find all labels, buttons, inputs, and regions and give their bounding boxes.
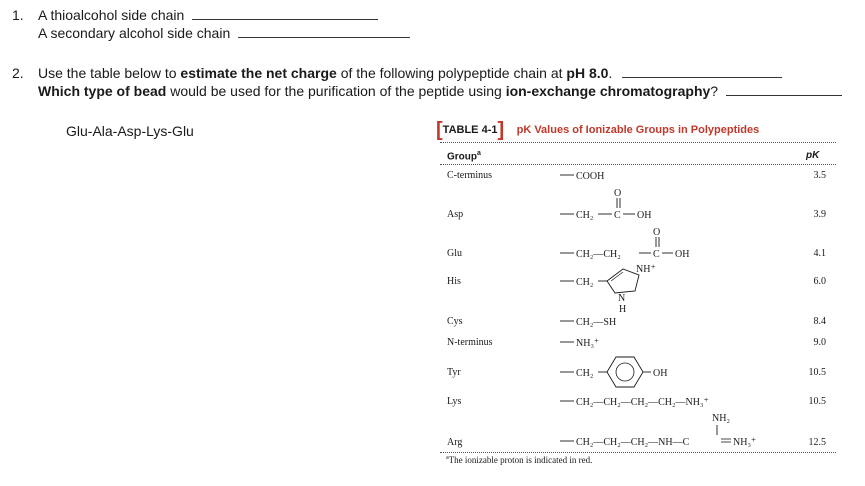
- q2-text: Use the table below to: [38, 65, 181, 81]
- formula-glu-chain: CH₂—CH₂: [576, 249, 621, 260]
- question-1-line-2: [38, 24, 410, 42]
- formula-his-nh-plus: NH⁺: [636, 264, 656, 275]
- formula-arg-end: NH₃⁺: [733, 437, 757, 448]
- group-glu: Glu: [447, 248, 462, 259]
- formula-his-ch2: CH₂: [576, 277, 594, 288]
- formula-asp-ch2: CH₂: [576, 210, 594, 221]
- structures-figure: [555, 165, 785, 455]
- answer-blank-thioalcohol[interactable]: [192, 6, 378, 20]
- formula-asp-oh: OH: [637, 210, 652, 221]
- pk-glu: 4.1: [813, 248, 826, 259]
- benzene-ring-icon: [607, 357, 643, 387]
- q2-text: of the following polypeptide chain at: [336, 65, 567, 81]
- q2-bold-ion-exchange: ion-exchange chromatography: [505, 83, 711, 99]
- q2-text: would be used for the purification of the peptide using: [166, 83, 506, 99]
- pk-asp: 3.9: [813, 209, 826, 220]
- formula-cys: CH₂—SH: [576, 317, 617, 328]
- table-top-rule: [440, 142, 836, 143]
- secondary-alcohol-label: A secondary alcohol side chain: [38, 25, 231, 41]
- formula-glu-c: C: [653, 249, 660, 260]
- q2-text: .: [608, 65, 613, 81]
- footnote-text: The ionizable proton is indicated in red.: [448, 455, 593, 465]
- table-bracket-left: [: [436, 119, 443, 141]
- formula-n-terminus: NH₃⁺: [576, 338, 600, 349]
- table-bracket-right: ]: [497, 119, 505, 141]
- q2-bold-net-charge: estimate the net charge: [180, 65, 337, 81]
- formula-his-h: H: [619, 304, 627, 315]
- q2-text: ?: [710, 83, 719, 99]
- formula-asp-o: O: [614, 188, 622, 199]
- question-1-number: 1.: [12, 7, 24, 23]
- formula-his-n: N: [618, 293, 626, 304]
- table-label: TABLE 4-1: [442, 124, 498, 136]
- question-1-line-1: [38, 6, 378, 24]
- q2-bold-bead: Which type of bead: [38, 83, 167, 99]
- formula-arg: CH₂—CH₂—CH₂—NH—C: [576, 437, 690, 448]
- column-header-group-text: Group: [447, 151, 477, 163]
- group-c-terminus: C-terminus: [447, 170, 492, 181]
- formula-c-terminus: COOH: [576, 171, 605, 182]
- imidazole-ring-icon: [607, 269, 639, 293]
- group-arg: Arg: [447, 437, 463, 448]
- column-header-group: [447, 150, 481, 162]
- formula-asp-c: C: [614, 210, 621, 221]
- pk-n-terminus: 9.0: [813, 337, 826, 348]
- column-header-pk: pK: [806, 150, 820, 161]
- pk-his: 6.0: [813, 276, 826, 287]
- group-tyr: Tyr: [447, 367, 461, 378]
- peptide-sequence: Glu-Ala-Asp-Lys-Glu: [66, 123, 194, 139]
- formula-tyr-oh: OH: [653, 368, 668, 379]
- question-2-line-1: [38, 64, 782, 82]
- group-lys: Lys: [447, 396, 462, 407]
- answer-blank-bead-type[interactable]: [726, 82, 842, 96]
- question-2-line-2: [38, 82, 842, 100]
- pk-cys: 8.4: [813, 316, 826, 327]
- group-footnote-marker: a: [477, 150, 481, 157]
- table-header: [436, 120, 759, 141]
- formula-tyr-ch2: CH₂: [576, 368, 594, 379]
- table-footnote: [446, 455, 592, 465]
- formula-lys: CH₂—CH₂—CH₂—CH₂—NH₃⁺: [576, 397, 709, 408]
- pk-tyr: 10.5: [808, 367, 826, 378]
- group-cys: Cys: [447, 316, 463, 327]
- pk-arg: 12.5: [808, 437, 826, 448]
- pk-lys: 10.5: [808, 396, 826, 407]
- footnote-marker: a: [446, 455, 449, 461]
- formula-glu-o: O: [653, 227, 661, 238]
- answer-blank-secondary-alcohol[interactable]: [238, 24, 410, 38]
- thioalcohol-label: A thioalcohol side chain: [38, 7, 185, 23]
- table-bottom-rule: [440, 452, 836, 453]
- group-asp: Asp: [447, 209, 464, 220]
- q2-bold-ph: pH 8.0: [566, 65, 609, 81]
- table-title: pK Values of Ionizable Groups in Polypeptides: [516, 124, 760, 136]
- group-n-terminus: N-terminus: [447, 337, 493, 348]
- group-his: His: [447, 276, 461, 287]
- question-2-number: 2.: [12, 65, 24, 81]
- formula-arg-nh2: NH₂: [712, 413, 730, 424]
- formula-glu-oh: OH: [675, 249, 690, 260]
- pk-c-terminus: 3.5: [813, 170, 826, 181]
- answer-blank-net-charge[interactable]: [622, 64, 782, 78]
